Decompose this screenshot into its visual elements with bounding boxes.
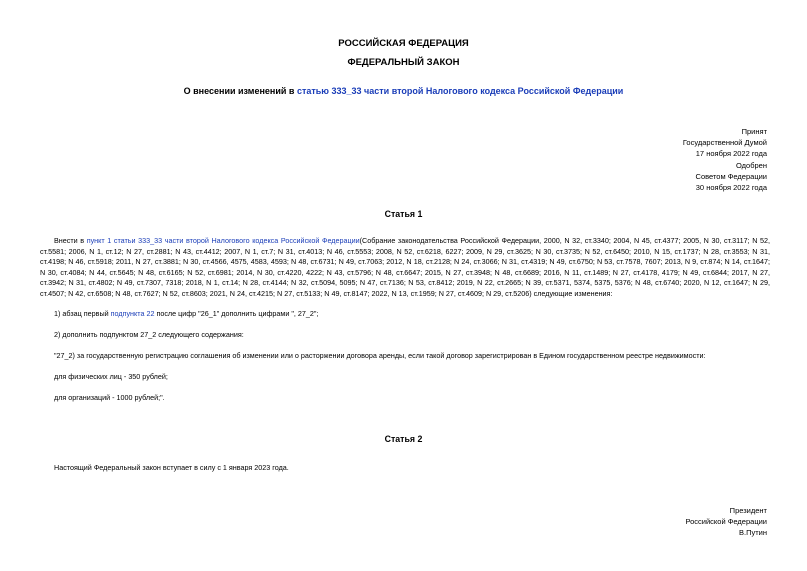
item1-link[interactable]: подпункта 22 <box>110 309 155 318</box>
intro-link[interactable]: пункт 1 статьи 333_33 части второй Налогового кодекса Российской Федерации <box>86 236 360 245</box>
item1-rest: после цифр "26_1" дополнить цифрами ", 27_2"; <box>154 309 319 318</box>
article-1-item-1 <box>40 309 770 320</box>
signature-line: Российской Федерации <box>685 517 767 527</box>
article-1-quote-3: для организаций - 1000 рублей;". <box>54 393 165 402</box>
article-2-text: Настоящий Федеральный закон вступает в силу с 1 января 2023 года. <box>54 463 289 472</box>
adoption-line: Одобрен <box>736 160 767 170</box>
intro-rest: (Собрание законодательства Российской Федерации, 2000, N 32, ст.3340; 2004, N 45, ст.4377; 2005, N 30, ст.3117; N 52, ст.5581; 2006, N 1, ст.12; N 27, ст.2881; N 43, ст.4412; 2007, N 1, ст.7; N 31, ст.4013; N 46, ст.5553; 2008, N 52, ст.6218, 6227; 2009, N 29, ст.3625; N 30, ст.3735; N 52, ст.6450; 2010, N 15, ст.1737; N 28, ст.3553; N 31, ст.4198; N 46, ст.5918; 2011, N 27, ст.3881; N 30, ст.4566, 4575, 4583, 4593; N 48, ст.6731; N 49, ст.7063; 2012, N 18, ст.2128; N 24, ст.3066; N 31, ст.4319; N 49, ст.6750; N 53, ст.7578, 7607; 2013, N 9, ст.874; N 14, ст.1647; N 30, ст.4084; N 44, ст.5645; N 48, ст.6165; N 52, ст.6981; 2014, N 30, ст.4220, 4222; N 43, ст.5796; N 48, ст.6647; 2015, N 27, ст.3948; N 48, ст.6689; 2016, N 11, ст.1489; N 27, ст.4178, 4179; N 49, ст.6844; 2017, N 27, ст.3942; N 31, ст.4802; N 49, ст.7307, 7318; 2018, N 1, ст.14; N 28, ст.4144; N 32, ст.5094, 5095; N 47, ст.7136; N 53, ст.8412; 2019, N 22, ст.2665; N 39, ст.5371, 5374, 5375, 5376; N 48, ст.6740; 2020, N 12, ст.1647; N 29, ст.4507; N 42, ст.6508; N 48, ст.7627; N 52, ст.8603; 2021, N 24, ст.4215; N 27, ст.5133; N 49, ст.8147; 2022, N 13, ст.1959; N 27, ст.4609; N 29, ст.5206) следующие изменения: <box>40 236 770 298</box>
adoption-line: 17 ноября 2022 года <box>695 149 767 159</box>
law-title-prefix: О внесении изменений в <box>183 86 297 96</box>
law-type-heading: ФЕДЕРАЛЬНЫЙ ЗАКОН <box>347 57 460 68</box>
signature-block <box>685 505 767 539</box>
adoption-block <box>683 126 767 193</box>
signature-line: В.Путин <box>739 528 767 538</box>
article-1-quote-1: "27_2) за государственную регистрацию соглашения об изменении или о расторжении договора аренды, если такой договор зарегистрирован в Едином государственном реестре недвижимости: <box>54 351 706 360</box>
article-1-heading: Статья 1 <box>384 209 423 219</box>
intro-prefix: Внести в <box>54 236 87 245</box>
federation-heading: РОССИЙСКАЯ ФЕДЕРАЦИЯ <box>338 38 469 49</box>
law-title-link[interactable]: статью 333_33 части второй Налогового кодекса Российской Федерации <box>296 86 624 96</box>
adoption-line: 30 ноября 2022 года <box>695 183 767 193</box>
adoption-line: Советом Федерации <box>695 171 767 181</box>
adoption-line: Принят <box>741 127 767 136</box>
adoption-line: Государственной Думой <box>682 138 767 148</box>
signature-line: Президент <box>729 506 767 515</box>
article-1-quote-2: для физических лиц - 350 рублей; <box>54 372 168 381</box>
article-1-item-2: 2) дополнить подпунктом 27_2 следующего содержания: <box>54 330 244 339</box>
law-title <box>0 86 807 96</box>
article-1-intro <box>40 236 770 300</box>
article-2-heading: Статья 2 <box>384 434 423 444</box>
item1-prefix: 1) абзац первый <box>54 309 111 318</box>
